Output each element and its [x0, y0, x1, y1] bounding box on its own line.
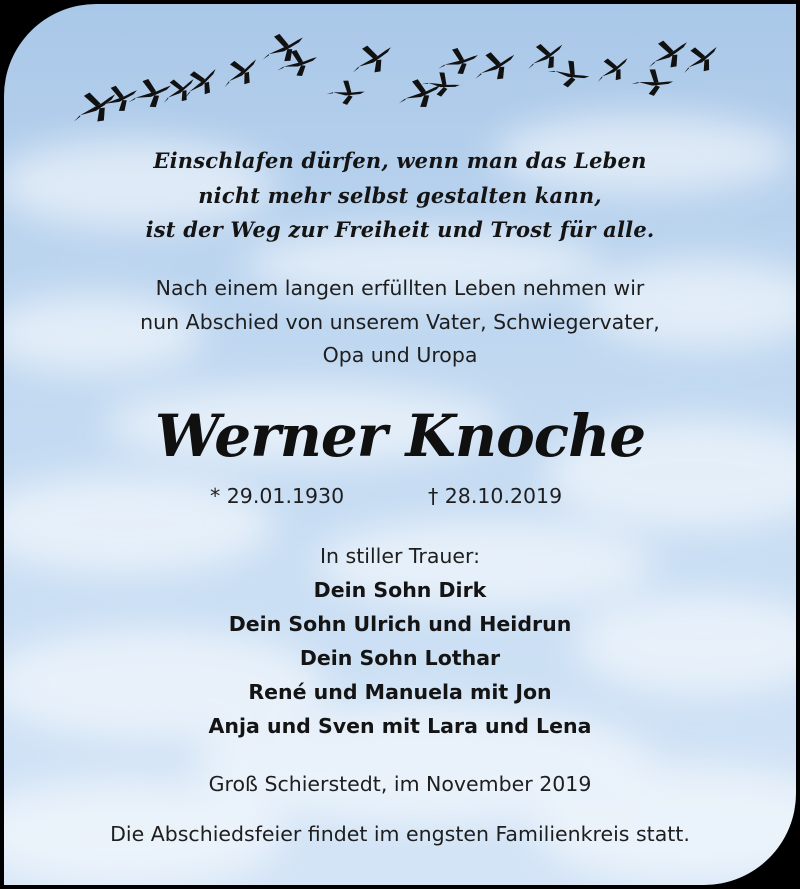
- obituary-card: [4, 4, 796, 885]
- family-member: Dein Sohn Dirk: [313, 578, 487, 602]
- life-dates: [4, 484, 796, 514]
- verse-line-3: ist der Weg zur Freiheit und Trost für alle.: [145, 217, 655, 242]
- mourning-heading: In stiller Trauer:: [320, 544, 480, 568]
- birth-date: * 29.01.1930: [210, 484, 345, 508]
- funeral-note: Die Abschiedsfeier findet im engsten Familienkreis statt.: [110, 822, 690, 846]
- deceased-name: Werner Knoche: [154, 402, 646, 470]
- verse-line-1: Einschlafen dürfen, wenn man das Leben: [153, 148, 647, 173]
- intro-line-2: nun Abschied von unserem Vater, Schwiegervater,: [140, 310, 660, 334]
- intro-line-3: Opa und Uropa: [322, 343, 478, 367]
- family-member: René und Manuela mit Jon: [248, 680, 552, 704]
- verse-line-2: nicht mehr selbst gestalten kann,: [198, 183, 602, 208]
- family-member: Dein Sohn Lothar: [299, 646, 501, 670]
- intro-line-1: Nach einem langen erfüllten Leben nehmen wir: [155, 276, 645, 300]
- notice-content: [4, 4, 796, 885]
- death-date: † 28.10.2019: [428, 484, 563, 508]
- place-and-date: Groß Schierstedt, im November 2019: [208, 772, 592, 796]
- family-member: Anja und Sven mit Lara und Lena: [208, 714, 592, 738]
- family-member: Dein Sohn Ulrich und Heidrun: [228, 612, 572, 636]
